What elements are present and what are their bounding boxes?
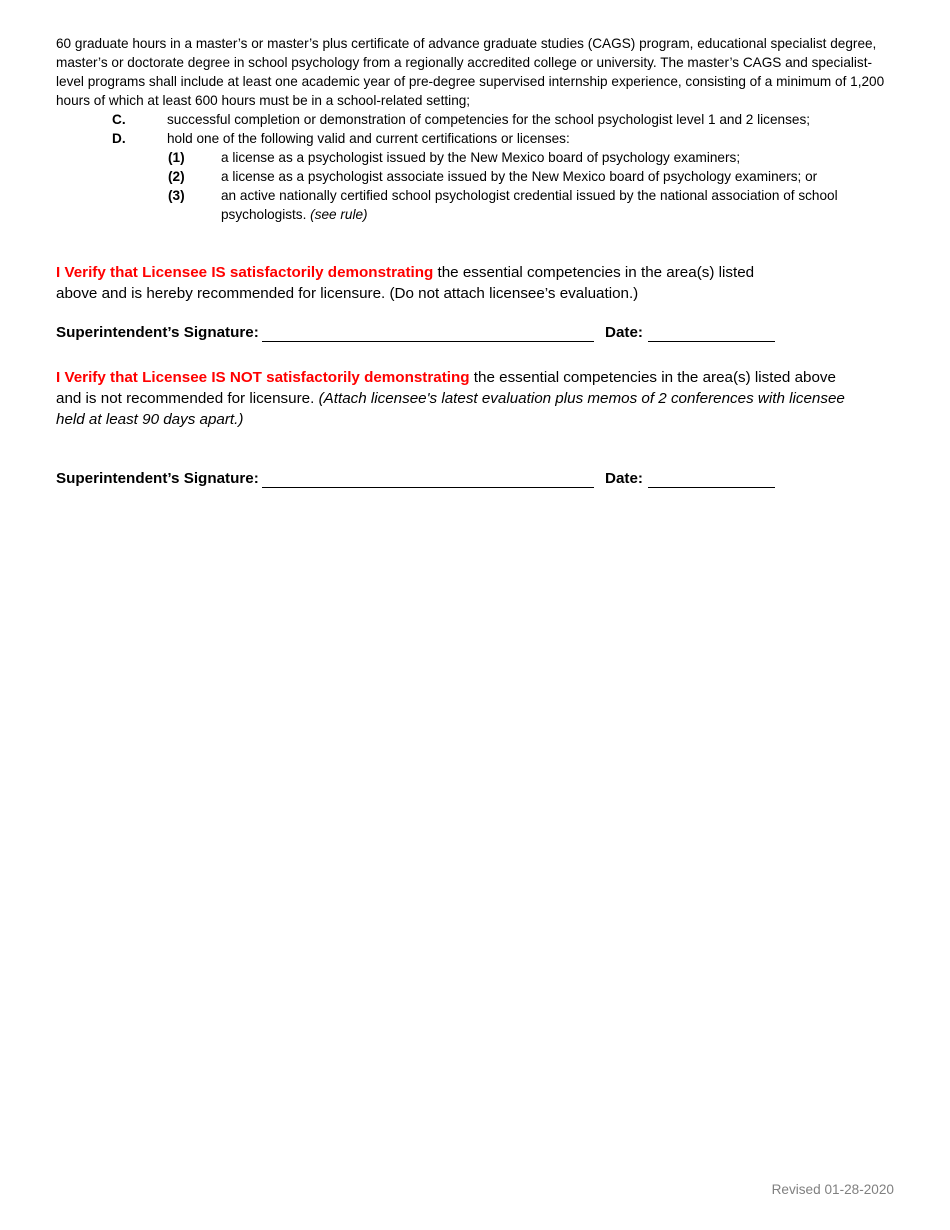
superintendent-signature-line[interactable] [262, 341, 594, 342]
verify-not-satisfactory-note: (Attach licensee's latest evaluation plus memos of 2 conferences with licensee held at least 90 days apart.) [56, 390, 845, 428]
see-rule-note: (see rule) [310, 207, 368, 222]
date-line[interactable] [648, 487, 775, 488]
requirement-d-1-text: a license as a psychologist issued by the New Mexico board of psychology examiners; [221, 150, 741, 165]
revision-footer: Revised 01-28-2020 [771, 1182, 894, 1197]
signature-row-satisfactory [56, 324, 796, 346]
verify-satisfactory-statement [56, 262, 776, 304]
verify-not-satisfactory-statement [56, 367, 856, 430]
signature-row-not-satisfactory [56, 470, 796, 492]
requirement-d-3-text: an active nationally certified school psychologist credential issued by the national association of school psychologists. [221, 188, 838, 222]
superintendent-signature-label: Superintendent’s Signature: [56, 470, 259, 487]
requirement-c-text: successful completion or demonstration of competencies for the school psychologist level 1 and 2 licenses; [167, 112, 811, 127]
requirement-d-marker: D. [112, 131, 126, 146]
requirement-d-3-marker: (3) [168, 188, 185, 203]
verify-not-satisfactory-text: the essential competencies in the area(s) listed above and is not recommended for licensure. [56, 369, 836, 407]
verify-satisfactory-lead: I Verify that Licensee IS satisfactorily demonstrating [56, 264, 434, 281]
requirement-c-marker: C. [112, 112, 126, 127]
requirement-d [112, 129, 892, 148]
requirement-d-2-marker: (2) [168, 169, 185, 184]
requirement-d-3 [168, 186, 898, 224]
superintendent-signature-label: Superintendent’s Signature: [56, 324, 259, 341]
verify-satisfactory-text: the essential competencies in the area(s) listed above and is hereby recommended for licensure. (Do not attach licensee’s evaluation.) [56, 264, 755, 302]
date-line[interactable] [648, 341, 775, 342]
date-label: Date: [605, 470, 643, 487]
superintendent-signature-line[interactable] [262, 487, 594, 488]
requirement-d-2-text: a license as a psychologist associate issued by the New Mexico board of psychology examiners; or [221, 169, 818, 184]
intro-paragraph: 60 graduate hours in a master’s or master’s plus certificate of advance graduate studies (CAGS) program, educational specialist degree, master’s or doctorate degree in school psychology from a regionally accredited college or university. The master’s CAGS and specialist-level programs shall include at least one academic year of pre-degree supervised internship experience, consisting of a minimum of 1,200 hours of which at least 600 hours must be in a school-related setting; [56, 36, 885, 108]
requirement-d-text: hold one of the following valid and current certifications or licenses: [167, 131, 570, 146]
requirement-d-3-body [221, 186, 898, 224]
requirement-d-1 [168, 148, 892, 167]
date-label: Date: [605, 324, 643, 341]
requirement-d-2 [168, 167, 892, 186]
requirement-c [112, 110, 892, 129]
verify-not-satisfactory-lead: I Verify that Licensee IS NOT satisfactorily demonstrating [56, 369, 470, 386]
requirement-d-1-marker: (1) [168, 150, 185, 165]
